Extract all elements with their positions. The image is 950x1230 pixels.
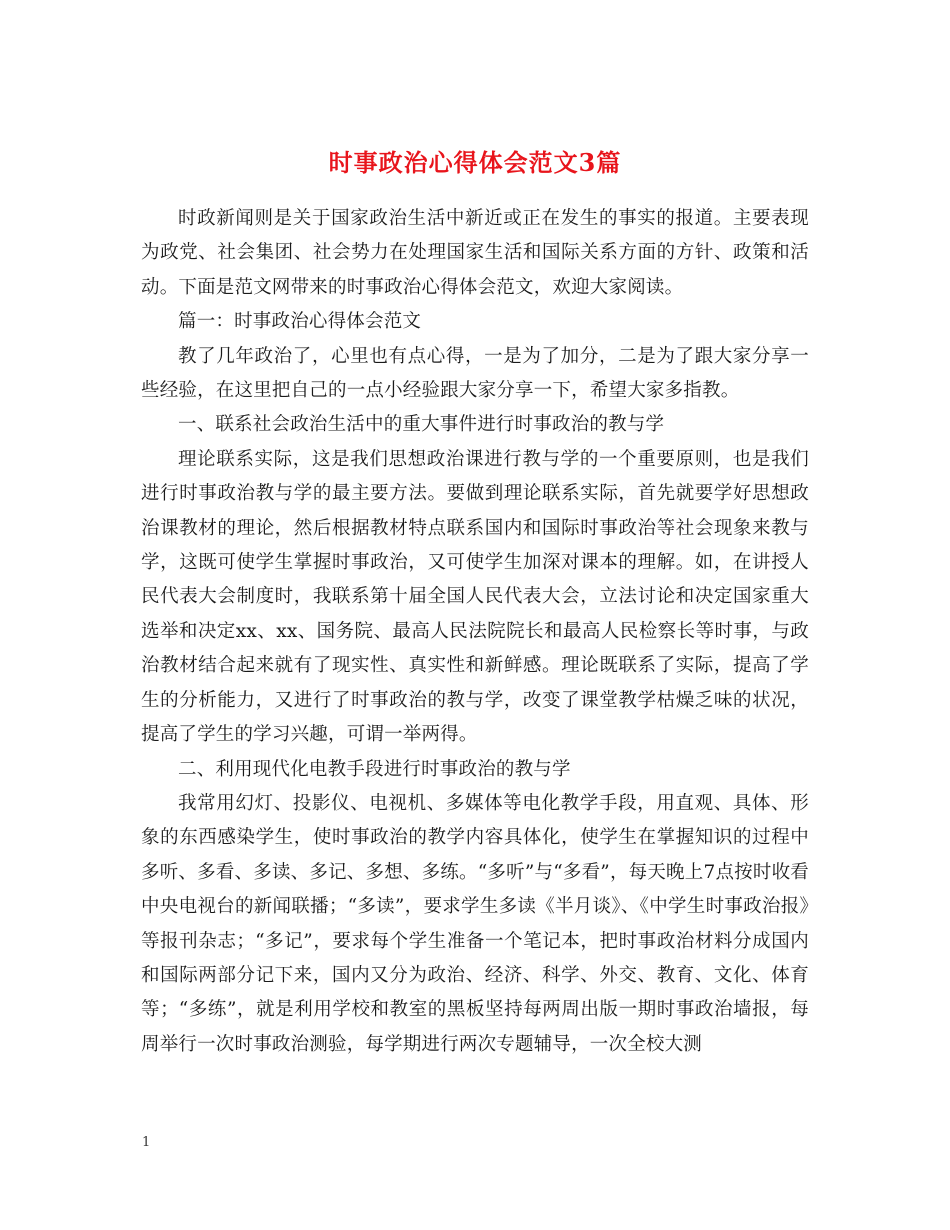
document-body bbox=[141, 202, 809, 1062]
section-heading-two: 二、利用现代化电教手段进行时事政治的教与学 bbox=[178, 758, 571, 780]
document-title: 时事政治心得体会范文3篇 bbox=[328, 148, 622, 178]
page-number: 1 bbox=[142, 1135, 151, 1150]
section-heading-part-one: 篇一：时事政治心得体会范文 bbox=[178, 311, 422, 333]
multimedia-paragraph: 我常用幻灯、投影仪、电视机、多媒体等电化教学手段，用直观、具体、形象的东西感染学生，使时事政治的教学内容具体化，使学生在掌握知识的过程中多听、多看、多读、多记、多想、多练。“多听”与“多看”，每天晚上7点按时收看中央电视台的新闻联播；“多读”，要求学生多读《半月谈》、《中学生时事政治报》等报刊杂志；“多记”，要求每个学生准备一个笔记本，把时事政治材料分成国内和国际两部分记下来，国内又分为政治、经济、科学、外交、教育、文化、体育等；“多练”，就是利用学校和教室的黑板坚持每两周出版一期时事政治墙报，每周举行一次时事政治测验，每学期进行两次专题辅导，一次全校大测 bbox=[141, 792, 809, 1055]
theory-practice-paragraph: 理论联系实际，这是我们思想政治课进行教与学的一个重要原则，也是我们进行时事政治教与学的最主要方法。要做到理论联系实际，首先就要学好思想政治课教材的理论，然后根据教材特点联系国内和国际时事政治等社会现象来教与学，这既可使学生掌握时事政治，又可使学生加深对课本的理解。如，在讲授人民代表大会制度时，我联系第十届全国人民代表大会，立法讨论和决定国家重大选举和决定xx、xx、国务院、最高人民法院院长和最高人民检察长等时事，与政治教材结合起来就有了现实性、真实性和新鲜感。理论既联系了实际，提高了学生的分析能力，又进行了时事政治的教与学，改变了课堂教学枯燥乏味的状况，提高了学生的学习兴趣，可谓一举两得。 bbox=[141, 448, 809, 746]
opening-paragraph: 教了几年政治了，心里也有点心得，一是为了加分，二是为了跟大家分享一些经验，在这里把自己的一点小经验跟大家分享一下，希望大家多指教。 bbox=[141, 345, 809, 402]
intro-paragraph: 时政新闻则是关于国家政治生活中新近或正在发生的事实的报道。主要表现为政党、社会集团、社会势力在处理国家生活和国际关系方面的方针、政策和活动。下面是范文网带来的时事政治心得体会范文，欢迎大家阅读。 bbox=[141, 208, 809, 298]
section-heading-one: 一、联系社会政治生活中的重大事件进行时事政治的教与学 bbox=[178, 414, 665, 436]
